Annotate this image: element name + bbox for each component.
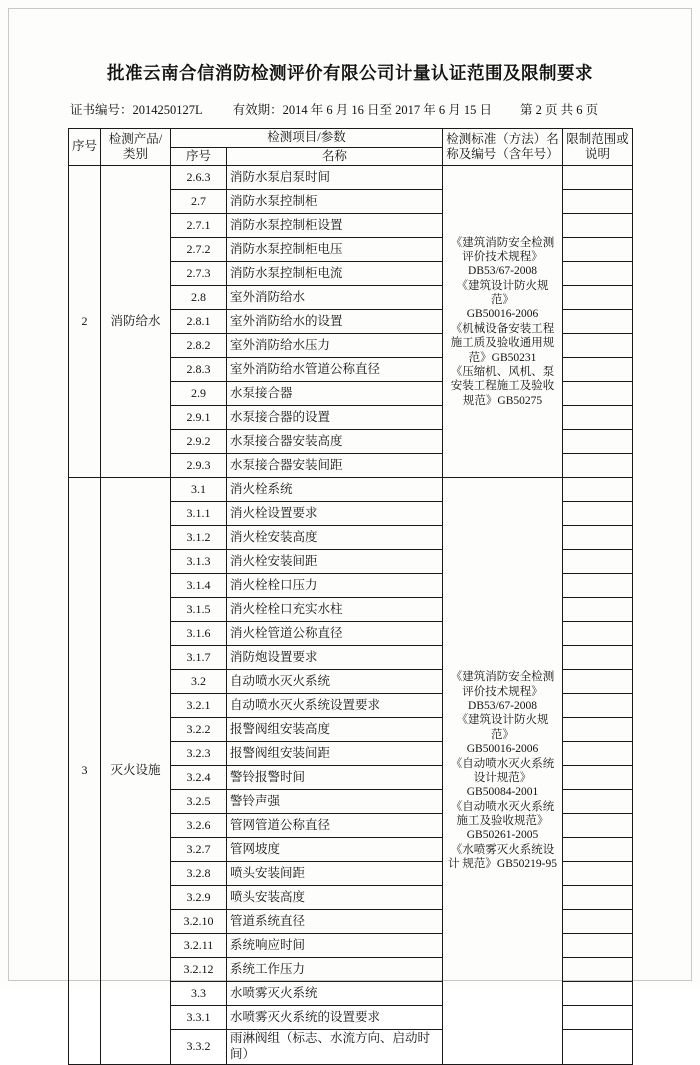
item-name: 系统响应时间 <box>227 934 443 958</box>
item-number: 2.9.3 <box>171 454 227 478</box>
item-number: 2.6.3 <box>171 166 227 190</box>
item-name: 水泵接合器的设置 <box>227 406 443 430</box>
item-number: 3.1.1 <box>171 502 227 526</box>
item-limit <box>563 382 633 406</box>
item-name: 管网管道公称直径 <box>227 814 443 838</box>
item-name: 水喷雾灭火系统 <box>227 982 443 1006</box>
item-name: 喷头安装间距 <box>227 862 443 886</box>
item-name: 水泵接合器安装间距 <box>227 454 443 478</box>
header-item-name: 名称 <box>227 147 443 166</box>
header-standard: 检测标准（方法）名称及编号（含年号） <box>443 129 563 166</box>
header-category: 检测产品/类别 <box>101 129 171 166</box>
item-name: 系统工作压力 <box>227 958 443 982</box>
group-category: 灭火设施 <box>101 478 171 1064</box>
item-number: 2.9.1 <box>171 406 227 430</box>
item-number: 3.2.1 <box>171 694 227 718</box>
item-number: 2.8.3 <box>171 358 227 382</box>
item-name: 报警阀组安装高度 <box>227 718 443 742</box>
item-name: 消火栓设置要求 <box>227 502 443 526</box>
item-limit <box>563 334 633 358</box>
item-number: 3.1.3 <box>171 550 227 574</box>
item-name: 消火栓安装间距 <box>227 550 443 574</box>
group-seq: 2 <box>69 166 101 478</box>
item-limit <box>563 766 633 790</box>
item-limit <box>563 694 633 718</box>
item-limit <box>563 838 633 862</box>
item-number: 2.8.1 <box>171 310 227 334</box>
item-name: 室外消防给水压力 <box>227 334 443 358</box>
item-number: 3.2.11 <box>171 934 227 958</box>
header-item-group: 检测项目/参数 <box>171 129 443 148</box>
table-body <box>69 166 633 1064</box>
item-number: 3.1.5 <box>171 598 227 622</box>
item-name: 消防水泵控制柜设置 <box>227 214 443 238</box>
group-category: 消防给水 <box>101 166 171 478</box>
page-title: 批准云南合信消防检测评价有限公司计量认证范围及限制要求 <box>107 63 593 83</box>
item-limit <box>563 310 633 334</box>
item-number: 2.9 <box>171 382 227 406</box>
item-number: 3.3.2 <box>171 1030 227 1064</box>
group-standard: 《建筑消防安全检测 评价技术规程》 DB53/67-2008 《建筑设计防火规 范》 GB50016-2006 《机械设备安装工程 施工质及验收通用规 范》GB50231 《压缩机、风机、泵 安装工程施工及验收 规范》GB50275 <box>443 166 563 478</box>
item-name: 管网坡度 <box>227 838 443 862</box>
item-limit <box>563 262 633 286</box>
header-seq: 序号 <box>69 129 101 166</box>
item-number: 3.2.12 <box>171 958 227 982</box>
item-name: 消火栓系统 <box>227 478 443 502</box>
item-number: 3.3.1 <box>171 1006 227 1030</box>
item-name: 水喷雾灭火系统的设置要求 <box>227 1006 443 1030</box>
item-name: 消防水泵启泵时间 <box>227 166 443 190</box>
item-limit <box>563 454 633 478</box>
header-limit: 限制范围或说明 <box>563 129 633 166</box>
item-limit <box>563 646 633 670</box>
item-name: 警铃声强 <box>227 790 443 814</box>
item-name: 警铃报警时间 <box>227 766 443 790</box>
item-name: 水泵接合器安装高度 <box>227 430 443 454</box>
item-limit <box>563 670 633 694</box>
item-limit <box>563 982 633 1006</box>
item-limit <box>563 358 633 382</box>
item-limit <box>563 430 633 454</box>
item-limit <box>563 190 633 214</box>
item-name: 消火栓栓口压力 <box>227 574 443 598</box>
item-name: 自动喷水灭火系统 <box>227 670 443 694</box>
item-limit <box>563 814 633 838</box>
item-number: 3.2.6 <box>171 814 227 838</box>
group-seq: 3 <box>69 478 101 1064</box>
item-number: 2.8 <box>171 286 227 310</box>
item-limit <box>563 862 633 886</box>
item-number: 3.1.6 <box>171 622 227 646</box>
item-name: 自动喷水灭火系统设置要求 <box>227 694 443 718</box>
item-name: 水泵接合器 <box>227 382 443 406</box>
item-limit <box>563 910 633 934</box>
item-name: 雨淋阀组（标志、水流方向、启动时间） <box>227 1030 443 1064</box>
item-number: 2.7.2 <box>171 238 227 262</box>
item-number: 3.1 <box>171 478 227 502</box>
item-number: 3.2.4 <box>171 766 227 790</box>
item-number: 3.2.8 <box>171 862 227 886</box>
item-name: 消防水泵控制柜电压 <box>227 238 443 262</box>
table-row <box>69 166 633 190</box>
item-limit <box>563 406 633 430</box>
item-number: 3.2.2 <box>171 718 227 742</box>
item-number: 3.1.4 <box>171 574 227 598</box>
certificate-number: 证书编号：2014250127L <box>70 103 203 117</box>
item-limit <box>563 478 633 502</box>
item-name: 报警阀组安装间距 <box>227 742 443 766</box>
validity-period: 有效期：2014 年 6 月 16 日至 2017 年 6 月 15 日 <box>232 103 493 117</box>
item-limit <box>563 238 633 262</box>
item-number: 2.8.2 <box>171 334 227 358</box>
item-number: 3.2.3 <box>171 742 227 766</box>
document-meta <box>70 100 640 118</box>
item-limit <box>563 886 633 910</box>
item-name: 消火栓栓口充实水柱 <box>227 598 443 622</box>
item-name: 消防水泵控制柜电流 <box>227 262 443 286</box>
item-name: 消火栓管道公称直径 <box>227 622 443 646</box>
item-number: 3.2.9 <box>171 886 227 910</box>
item-name: 室外消防给水的设置 <box>227 310 443 334</box>
item-limit <box>563 622 633 646</box>
item-limit <box>563 502 633 526</box>
page-number: 第 2 页 共 6 页 <box>520 103 599 117</box>
header-item-seq: 序号 <box>171 147 227 166</box>
item-limit <box>563 934 633 958</box>
table-header <box>69 129 633 166</box>
item-limit <box>563 1030 633 1064</box>
item-name: 喷头安装高度 <box>227 886 443 910</box>
item-limit <box>563 166 633 190</box>
item-name: 管道系统直径 <box>227 910 443 934</box>
item-name: 室外消防给水管道公称直径 <box>227 358 443 382</box>
item-limit <box>563 598 633 622</box>
item-number: 2.7 <box>171 190 227 214</box>
item-name: 消防水泵控制柜 <box>227 190 443 214</box>
item-number: 3.2.10 <box>171 910 227 934</box>
item-limit <box>563 958 633 982</box>
item-limit <box>563 286 633 310</box>
item-number: 2.7.3 <box>171 262 227 286</box>
item-number: 3.1.7 <box>171 646 227 670</box>
certification-scope-table <box>68 128 633 1065</box>
item-limit <box>563 550 633 574</box>
item-number: 3.2 <box>171 670 227 694</box>
item-limit <box>563 1006 633 1030</box>
table-row <box>69 478 633 502</box>
item-name: 消防炮设置要求 <box>227 646 443 670</box>
item-name: 消火栓安装高度 <box>227 526 443 550</box>
item-limit <box>563 718 633 742</box>
item-number: 3.3 <box>171 982 227 1006</box>
item-limit <box>563 526 633 550</box>
item-limit <box>563 742 633 766</box>
item-limit <box>563 214 633 238</box>
item-limit <box>563 574 633 598</box>
item-number: 3.2.7 <box>171 838 227 862</box>
item-number: 2.9.2 <box>171 430 227 454</box>
item-number: 3.1.2 <box>171 526 227 550</box>
item-limit <box>563 790 633 814</box>
group-standard: 《建筑消防安全检测 评价技术规程》 DB53/67-2008 《建筑设计防火规 范》 GB50016-2006 《自动喷水灭火系统 设计规范》 GB50084-2001 《自动喷水灭火系统 施工及验收规范》 GB50261-2005 《水喷雾灭火系统设 计 规范》GB50219-95 <box>443 478 563 1064</box>
item-name: 室外消防给水 <box>227 286 443 310</box>
item-number: 2.7.1 <box>171 214 227 238</box>
item-number: 3.2.5 <box>171 790 227 814</box>
